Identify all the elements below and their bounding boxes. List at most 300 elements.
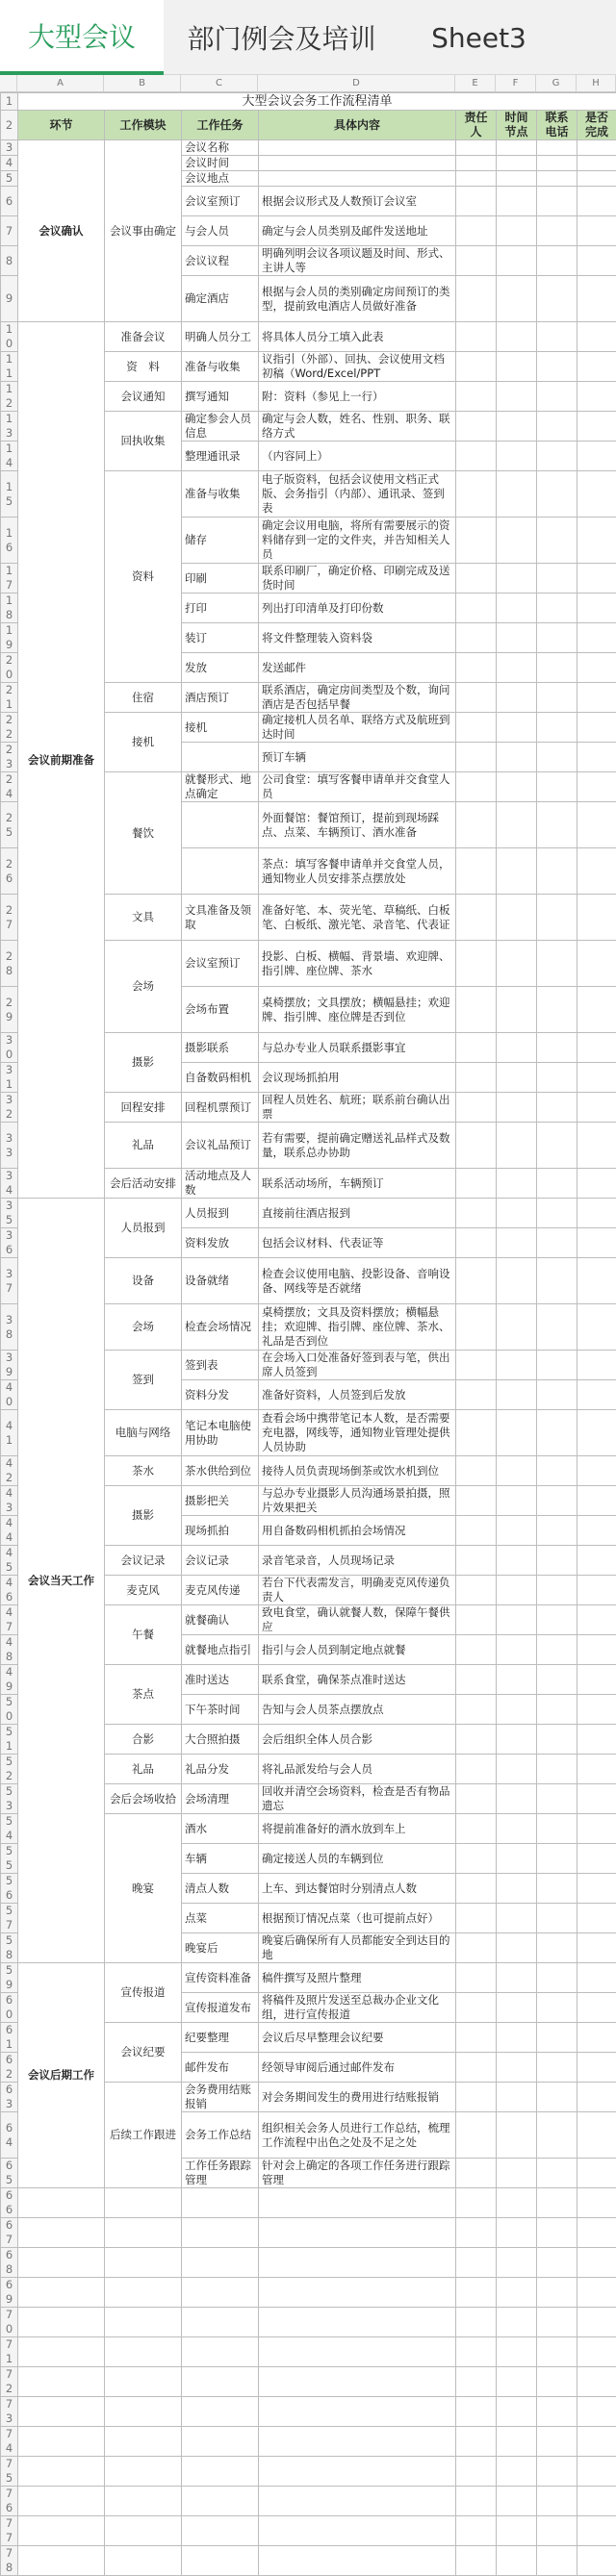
empty-cell[interactable] <box>537 2308 578 2337</box>
deadline-cell[interactable] <box>497 1725 537 1755</box>
module-cell[interactable]: 会场 <box>105 1304 182 1351</box>
done-cell[interactable] <box>578 564 616 593</box>
deadline-cell[interactable] <box>497 1228 537 1258</box>
done-cell[interactable] <box>578 1904 616 1933</box>
empty-cell[interactable] <box>259 2278 456 2308</box>
deadline-cell[interactable] <box>497 1576 537 1605</box>
task-cell[interactable]: 茶水供给到位 <box>182 1456 259 1486</box>
module-cell[interactable]: 餐饮 <box>105 772 182 895</box>
task-cell[interactable]: 整理通讯录 <box>182 442 259 471</box>
task-cell[interactable]: 准备与收集 <box>182 352 259 382</box>
content-cell[interactable]: 茶点：填写客餐申请单并交食堂人员，通知物业人员安排茶点摆放处 <box>259 848 456 895</box>
deadline-cell[interactable] <box>497 171 537 187</box>
module-cell[interactable]: 摄影 <box>105 1486 182 1546</box>
owner-cell[interactable] <box>456 1665 497 1695</box>
owner-cell[interactable] <box>456 1546 497 1576</box>
content-cell[interactable]: 联系食堂，确保茶点准时送达 <box>259 1665 456 1695</box>
deadline-cell[interactable] <box>497 564 537 593</box>
empty-cell[interactable] <box>182 2397 259 2427</box>
empty-cell[interactable] <box>497 2248 537 2278</box>
phone-cell[interactable] <box>537 1784 578 1814</box>
phone-cell[interactable] <box>537 471 578 518</box>
row-number[interactable]: 46 <box>1 1576 18 1605</box>
deadline-cell[interactable] <box>497 802 537 848</box>
module-cell[interactable]: 会议事由确定 <box>105 140 182 322</box>
tab-large-meeting[interactable]: 大型会议 <box>0 0 164 75</box>
row-number[interactable]: 44 <box>1 1516 18 1546</box>
owner-cell[interactable] <box>456 412 497 442</box>
deadline-cell[interactable] <box>497 442 537 471</box>
empty-cell[interactable] <box>456 2427 497 2457</box>
empty-cell[interactable] <box>259 2457 456 2487</box>
phone-cell[interactable] <box>537 623 578 653</box>
task-cell[interactable]: 人员报到 <box>182 1199 259 1228</box>
deadline-cell[interactable] <box>497 187 537 216</box>
owner-cell[interactable] <box>456 156 497 171</box>
content-cell[interactable]: 根据与会人员的类别确定房间预订的类型，提前致电酒店人员做好准备 <box>259 276 456 322</box>
deadline-cell[interactable] <box>497 1963 537 1993</box>
deadline-cell[interactable] <box>497 1516 537 1546</box>
content-cell[interactable]: 确定接送人员的车辆到位 <box>259 1844 456 1874</box>
deadline-cell[interactable] <box>497 352 537 382</box>
done-cell[interactable] <box>578 1304 616 1351</box>
row-number[interactable]: 22 <box>1 713 18 743</box>
phone-cell[interactable] <box>537 683 578 713</box>
empty-cell[interactable] <box>497 2188 537 2218</box>
empty-cell[interactable] <box>105 2397 182 2427</box>
empty-cell[interactable] <box>497 2278 537 2308</box>
empty-cell[interactable] <box>456 2546 497 2576</box>
row-number[interactable]: 47 <box>1 1605 18 1635</box>
task-cell[interactable]: 文具准备及领取 <box>182 895 259 941</box>
done-cell[interactable] <box>578 1755 616 1784</box>
empty-cell[interactable] <box>578 2487 616 2516</box>
owner-cell[interactable] <box>456 1814 497 1844</box>
empty-cell[interactable] <box>182 2427 259 2457</box>
empty-cell[interactable] <box>18 2308 105 2337</box>
done-cell[interactable] <box>578 442 616 471</box>
row-number[interactable]: 61 <box>1 2023 18 2053</box>
row-number[interactable]: 15 <box>1 471 18 518</box>
done-cell[interactable] <box>578 683 616 713</box>
phone-cell[interactable] <box>537 1351 578 1380</box>
empty-cell[interactable] <box>537 2218 578 2248</box>
content-cell[interactable]: 会议现场抓拍用 <box>259 1063 456 1093</box>
content-cell[interactable]: 预订车辆 <box>259 743 456 772</box>
owner-cell[interactable] <box>456 1123 497 1169</box>
owner-cell[interactable] <box>456 653 497 683</box>
empty-cell[interactable] <box>18 2218 105 2248</box>
owner-cell[interactable] <box>456 1874 497 1904</box>
owner-cell[interactable] <box>456 1784 497 1814</box>
done-cell[interactable] <box>578 140 616 156</box>
content-cell[interactable]: 桌椅摆放；文具摆放；横幅悬挂；欢迎牌、指引牌、座位牌是否到位 <box>259 987 456 1033</box>
empty-cell[interactable] <box>18 2427 105 2457</box>
content-cell[interactable]: 包括会议材料、代表证等 <box>259 1228 456 1258</box>
empty-cell[interactable] <box>537 2188 578 2218</box>
deadline-cell[interactable] <box>497 322 537 352</box>
content-cell[interactable]: 直接前往酒店报到 <box>259 1199 456 1228</box>
done-cell[interactable] <box>578 216 616 246</box>
phone-cell[interactable] <box>537 2083 578 2112</box>
deadline-cell[interactable] <box>497 1410 537 1456</box>
header-deadline[interactable]: 时间节点 <box>497 111 537 140</box>
row-number[interactable]: 2 <box>1 111 18 140</box>
content-cell[interactable]: 确定接机人员名单、联络方式及航班到达时间 <box>259 713 456 743</box>
owner-cell[interactable] <box>456 1635 497 1665</box>
done-cell[interactable] <box>578 2083 616 2112</box>
done-cell[interactable] <box>578 623 616 653</box>
content-cell[interactable]: 经领导审阅后通过邮件发布 <box>259 2053 456 2083</box>
column-header-d[interactable]: D <box>258 75 455 91</box>
phone-cell[interactable] <box>537 140 578 156</box>
owner-cell[interactable] <box>456 1169 497 1199</box>
deadline-cell[interactable] <box>497 772 537 802</box>
deadline-cell[interactable] <box>497 1093 537 1123</box>
row-number[interactable]: 48 <box>1 1635 18 1665</box>
owner-cell[interactable] <box>456 941 497 987</box>
content-cell[interactable] <box>259 156 456 171</box>
deadline-cell[interactable] <box>497 518 537 564</box>
task-cell[interactable]: 签到表 <box>182 1351 259 1380</box>
task-cell[interactable]: 接机 <box>182 713 259 743</box>
module-cell[interactable]: 会后活动安排 <box>105 1169 182 1199</box>
empty-cell[interactable] <box>18 2248 105 2278</box>
empty-cell[interactable] <box>182 2457 259 2487</box>
content-cell[interactable]: 议指引（外部）、回执、会议使用文档初稿（Word/Excel/PPT <box>259 352 456 382</box>
content-cell[interactable]: 对会务期间发生的费用进行结账报销 <box>259 2083 456 2112</box>
empty-cell[interactable] <box>105 2367 182 2397</box>
content-cell[interactable]: 将礼品派发给与会人员 <box>259 1755 456 1784</box>
phone-cell[interactable] <box>537 1904 578 1933</box>
content-cell[interactable]: 稿件撰写及照片整理 <box>259 1963 456 1993</box>
content-cell[interactable]: 组织相关会务人员进行工作总结，梳理工作流程中出色之处及不足之处 <box>259 2112 456 2159</box>
task-cell[interactable]: 准备与收集 <box>182 471 259 518</box>
deadline-cell[interactable] <box>497 1933 537 1963</box>
phone-cell[interactable] <box>537 1169 578 1199</box>
task-cell[interactable]: 会场清理 <box>182 1784 259 1814</box>
task-cell[interactable]: 就餐确认 <box>182 1605 259 1635</box>
deadline-cell[interactable] <box>497 683 537 713</box>
phone-cell[interactable] <box>537 1033 578 1063</box>
owner-cell[interactable] <box>456 848 497 895</box>
row-number[interactable]: 50 <box>1 1695 18 1725</box>
empty-cell[interactable] <box>259 2188 456 2218</box>
task-cell[interactable]: 摄影把关 <box>182 1486 259 1516</box>
deadline-cell[interactable] <box>497 1665 537 1695</box>
owner-cell[interactable] <box>456 1516 497 1546</box>
done-cell[interactable] <box>578 593 616 623</box>
deadline-cell[interactable] <box>497 1784 537 1814</box>
empty-cell[interactable] <box>18 2188 105 2218</box>
done-cell[interactable] <box>578 1576 616 1605</box>
empty-cell[interactable] <box>456 2248 497 2278</box>
empty-cell[interactable] <box>105 2248 182 2278</box>
deadline-cell[interactable] <box>497 412 537 442</box>
phone-cell[interactable] <box>537 1258 578 1304</box>
row-number[interactable]: 11 <box>1 352 18 382</box>
deadline-cell[interactable] <box>497 941 537 987</box>
phone-cell[interactable] <box>537 1304 578 1351</box>
task-cell[interactable]: 发放 <box>182 653 259 683</box>
empty-cell[interactable] <box>182 2188 259 2218</box>
empty-cell[interactable] <box>105 2337 182 2367</box>
column-header-g[interactable]: G <box>536 75 577 91</box>
row-number[interactable]: 34 <box>1 1169 18 1199</box>
content-cell[interactable]: 告知与会人员茶点摆放点 <box>259 1695 456 1725</box>
owner-cell[interactable] <box>456 442 497 471</box>
task-cell[interactable]: 会务工作总结 <box>182 2112 259 2159</box>
row-number[interactable]: 31 <box>1 1063 18 1093</box>
owner-cell[interactable] <box>456 352 497 382</box>
task-cell[interactable]: 会议时间 <box>182 156 259 171</box>
row-number[interactable]: 30 <box>1 1033 18 1063</box>
row-number[interactable]: 24 <box>1 772 18 802</box>
row-number[interactable]: 60 <box>1 1993 18 2023</box>
done-cell[interactable] <box>578 1963 616 1993</box>
phone-cell[interactable] <box>537 1635 578 1665</box>
content-cell[interactable]: 若有需要，提前确定赠送礼品样式及数量，联系总办协助 <box>259 1123 456 1169</box>
deadline-cell[interactable] <box>497 1199 537 1228</box>
done-cell[interactable] <box>578 1063 616 1093</box>
done-cell[interactable] <box>578 1410 616 1456</box>
row-number[interactable]: 78 <box>1 2546 18 2576</box>
done-cell[interactable] <box>578 1725 616 1755</box>
owner-cell[interactable] <box>456 1755 497 1784</box>
empty-cell[interactable] <box>537 2248 578 2278</box>
done-cell[interactable] <box>578 1605 616 1635</box>
module-cell[interactable]: 会场 <box>105 941 182 1033</box>
task-cell[interactable]: 宣传报道发布 <box>182 1993 259 2023</box>
done-cell[interactable] <box>578 412 616 442</box>
task-cell[interactable] <box>182 743 259 772</box>
module-cell[interactable]: 签到 <box>105 1351 182 1410</box>
empty-cell[interactable] <box>578 2248 616 2278</box>
empty-cell[interactable] <box>259 2546 456 2576</box>
done-cell[interactable] <box>578 1874 616 1904</box>
phone-cell[interactable] <box>537 1093 578 1123</box>
content-cell[interactable]: 与总办专业摄影人员沟通场景拍摄，照片效果把关 <box>259 1486 456 1516</box>
phone-cell[interactable] <box>537 2023 578 2053</box>
phone-cell[interactable] <box>537 1456 578 1486</box>
row-number[interactable]: 43 <box>1 1486 18 1516</box>
phone-cell[interactable] <box>537 442 578 471</box>
content-cell[interactable]: 附：资料（参见上一行） <box>259 382 456 412</box>
phone-cell[interactable] <box>537 352 578 382</box>
deadline-cell[interactable] <box>497 1814 537 1844</box>
phone-cell[interactable] <box>537 1755 578 1784</box>
task-cell[interactable]: 酒店预订 <box>182 683 259 713</box>
module-cell[interactable]: 会议纪要 <box>105 2023 182 2083</box>
module-cell[interactable]: 会后会场收拾 <box>105 1784 182 1814</box>
owner-cell[interactable] <box>456 1844 497 1874</box>
module-cell[interactable]: 准备会议 <box>105 322 182 352</box>
module-cell[interactable]: 回执收集 <box>105 412 182 471</box>
empty-cell[interactable] <box>18 2546 105 2576</box>
empty-cell[interactable] <box>259 2487 456 2516</box>
module-cell[interactable]: 合影 <box>105 1725 182 1755</box>
deadline-cell[interactable] <box>497 895 537 941</box>
content-cell[interactable]: 查看会场中携带笔记本人数，是否需要充电器，网线等，通知物业管理处提供人员协助 <box>259 1410 456 1456</box>
row-number[interactable]: 35 <box>1 1199 18 1228</box>
task-cell[interactable]: 现场抓拍 <box>182 1516 259 1546</box>
phone-cell[interactable] <box>537 1380 578 1410</box>
phone-cell[interactable] <box>537 564 578 593</box>
task-cell[interactable]: 会议记录 <box>182 1546 259 1576</box>
row-number[interactable]: 8 <box>1 246 18 276</box>
stage-cell[interactable]: 会议后期工作 <box>18 1963 105 2188</box>
module-cell[interactable]: 晚宴 <box>105 1814 182 1963</box>
empty-cell[interactable] <box>105 2546 182 2576</box>
content-cell[interactable]: 上车、到达餐馆时分别清点人数 <box>259 1874 456 1904</box>
deadline-cell[interactable] <box>497 1456 537 1486</box>
task-cell[interactable]: 清点人数 <box>182 1874 259 1904</box>
phone-cell[interactable] <box>537 276 578 322</box>
content-cell[interactable]: 用自备数码相机抓拍会场情况 <box>259 1516 456 1546</box>
task-cell[interactable]: 会议礼品预订 <box>182 1123 259 1169</box>
phone-cell[interactable] <box>537 987 578 1033</box>
empty-cell[interactable] <box>537 2516 578 2546</box>
owner-cell[interactable] <box>456 171 497 187</box>
content-cell[interactable]: 确定与会人数，姓名、性别、职务、联络方式 <box>259 412 456 442</box>
row-number[interactable]: 27 <box>1 895 18 941</box>
deadline-cell[interactable] <box>497 848 537 895</box>
content-cell[interactable]: 确定与会人员类别及邮件发送地址 <box>259 216 456 246</box>
deadline-cell[interactable] <box>497 1755 537 1784</box>
deadline-cell[interactable] <box>497 2112 537 2159</box>
done-cell[interactable] <box>578 941 616 987</box>
row-number[interactable]: 52 <box>1 1755 18 1784</box>
column-header-e[interactable]: E <box>455 75 496 91</box>
phone-cell[interactable] <box>537 2112 578 2159</box>
deadline-cell[interactable] <box>497 2083 537 2112</box>
task-cell[interactable]: 会议室预订 <box>182 941 259 987</box>
owner-cell[interactable] <box>456 322 497 352</box>
row-number[interactable]: 66 <box>1 2188 18 2218</box>
stage-cell[interactable]: 会议确认 <box>18 140 105 322</box>
task-cell[interactable]: 检查会场情况 <box>182 1304 259 1351</box>
deadline-cell[interactable] <box>497 1993 537 2023</box>
tab-department-meeting[interactable]: 部门例会及培训 <box>164 0 399 75</box>
done-cell[interactable] <box>578 1486 616 1516</box>
done-cell[interactable] <box>578 802 616 848</box>
content-cell[interactable]: 准备好资料，人员签到后发放 <box>259 1380 456 1410</box>
phone-cell[interactable] <box>537 1199 578 1228</box>
task-cell[interactable]: 确定酒店 <box>182 276 259 322</box>
empty-cell[interactable] <box>456 2218 497 2248</box>
done-cell[interactable] <box>578 772 616 802</box>
deadline-cell[interactable] <box>497 1169 537 1199</box>
deadline-cell[interactable] <box>497 216 537 246</box>
task-cell[interactable]: 下午茶时间 <box>182 1695 259 1725</box>
task-cell[interactable]: 会务费用结账报销 <box>182 2083 259 2112</box>
done-cell[interactable] <box>578 1258 616 1304</box>
done-cell[interactable] <box>578 1665 616 1695</box>
task-cell[interactable]: 麦克风传递 <box>182 1576 259 1605</box>
module-cell[interactable]: 资料 <box>105 471 182 683</box>
row-number[interactable]: 25 <box>1 802 18 848</box>
done-cell[interactable] <box>578 1516 616 1546</box>
phone-cell[interactable] <box>537 1228 578 1258</box>
deadline-cell[interactable] <box>497 1351 537 1380</box>
done-cell[interactable] <box>578 895 616 941</box>
deadline-cell[interactable] <box>497 1063 537 1093</box>
empty-cell[interactable] <box>182 2308 259 2337</box>
row-number[interactable]: 4 <box>1 156 18 171</box>
row-number[interactable]: 7 <box>1 216 18 246</box>
done-cell[interactable] <box>578 2112 616 2159</box>
task-cell[interactable]: 晚宴后 <box>182 1933 259 1963</box>
done-cell[interactable] <box>578 1933 616 1963</box>
empty-cell[interactable] <box>578 2397 616 2427</box>
empty-cell[interactable] <box>456 2188 497 2218</box>
phone-cell[interactable] <box>537 171 578 187</box>
phone-cell[interactable] <box>537 1844 578 1874</box>
header-phone[interactable]: 联系电话 <box>537 111 578 140</box>
done-cell[interactable] <box>578 352 616 382</box>
owner-cell[interactable] <box>456 471 497 518</box>
phone-cell[interactable] <box>537 1695 578 1725</box>
empty-cell[interactable] <box>18 2337 105 2367</box>
task-cell[interactable]: 与会人员 <box>182 216 259 246</box>
row-number[interactable]: 26 <box>1 848 18 895</box>
deadline-cell[interactable] <box>497 2053 537 2083</box>
deadline-cell[interactable] <box>497 1695 537 1725</box>
task-cell[interactable]: 打印 <box>182 593 259 623</box>
task-cell[interactable]: 工作任务跟踪管理 <box>182 2159 259 2188</box>
row-number[interactable]: 20 <box>1 653 18 683</box>
content-cell[interactable]: 将具体人员分工填入此表 <box>259 322 456 352</box>
task-cell[interactable]: 资料发放 <box>182 1228 259 1258</box>
row-number[interactable]: 18 <box>1 593 18 623</box>
task-cell[interactable]: 纪要整理 <box>182 2023 259 2053</box>
empty-cell[interactable] <box>259 2218 456 2248</box>
done-cell[interactable] <box>578 2053 616 2083</box>
column-header-b[interactable]: B <box>104 75 181 91</box>
done-cell[interactable] <box>578 848 616 895</box>
module-cell[interactable]: 摄影 <box>105 1033 182 1093</box>
module-cell[interactable]: 礼品 <box>105 1755 182 1784</box>
task-cell[interactable]: 自备数码相机 <box>182 1063 259 1093</box>
empty-cell[interactable] <box>537 2457 578 2487</box>
phone-cell[interactable] <box>537 1516 578 1546</box>
phone-cell[interactable] <box>537 1123 578 1169</box>
owner-cell[interactable] <box>456 593 497 623</box>
deadline-cell[interactable] <box>497 1904 537 1933</box>
owner-cell[interactable] <box>456 683 497 713</box>
empty-cell[interactable] <box>456 2278 497 2308</box>
row-number[interactable]: 77 <box>1 2516 18 2546</box>
empty-cell[interactable] <box>537 2337 578 2367</box>
done-cell[interactable] <box>578 518 616 564</box>
content-cell[interactable]: 会后组织全体人员合影 <box>259 1725 456 1755</box>
module-cell[interactable]: 礼品 <box>105 1123 182 1169</box>
task-cell[interactable]: 装订 <box>182 623 259 653</box>
owner-cell[interactable] <box>456 187 497 216</box>
owner-cell[interactable] <box>456 1904 497 1933</box>
done-cell[interactable] <box>578 1199 616 1228</box>
owner-cell[interactable] <box>456 1380 497 1410</box>
task-cell[interactable]: 印刷 <box>182 564 259 593</box>
row-number[interactable]: 71 <box>1 2337 18 2367</box>
content-cell[interactable]: 录音笔录音，人员现场记录 <box>259 1546 456 1576</box>
module-cell[interactable]: 麦克风 <box>105 1576 182 1605</box>
empty-cell[interactable] <box>456 2516 497 2546</box>
owner-cell[interactable] <box>456 1228 497 1258</box>
done-cell[interactable] <box>578 743 616 772</box>
row-number[interactable]: 32 <box>1 1093 18 1123</box>
row-number[interactable]: 33 <box>1 1123 18 1169</box>
